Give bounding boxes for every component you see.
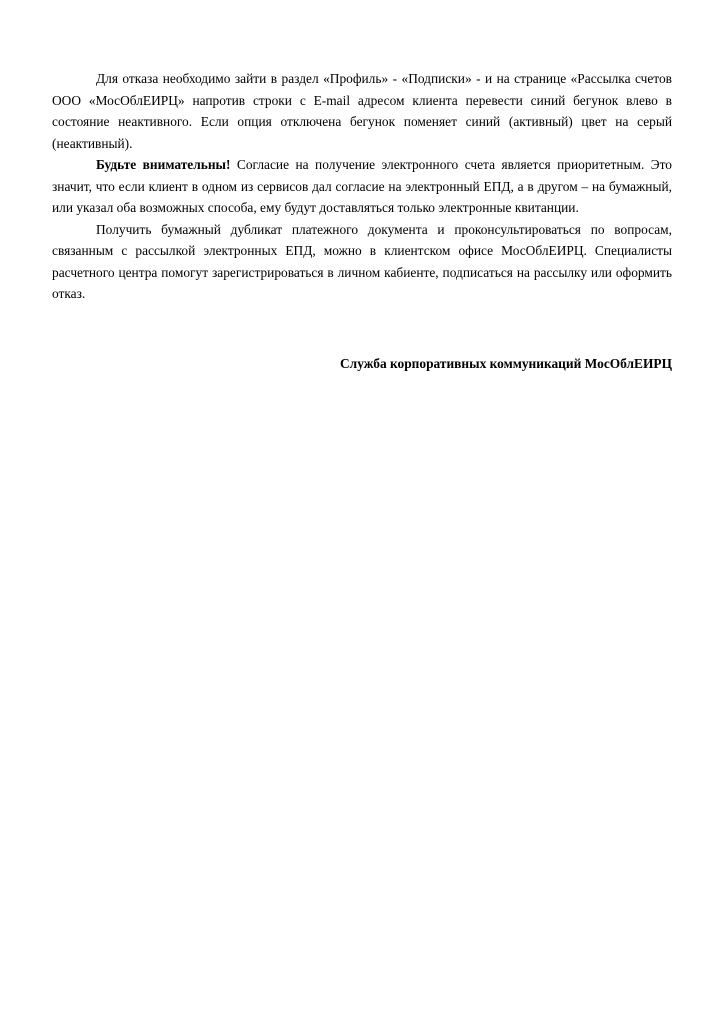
attention-text: Согласие на получение электронного счета является приоритетным. Это значит, что если клиент в одном из сервисов дал согласие на электронный ЕПД, а в другом – на бумажный, или указал оба возможных способа, ему будут доставляться только электронные квитанции. [52, 157, 672, 215]
document-page [52, 68, 672, 374]
attention-heading: Будьте внимательны! [96, 157, 231, 172]
paragraph-unsubscribe-instructions: Для отказа необходимо зайти в раздел «Профиль» - «Подписки» - и на странице «Рассылка счетов ООО «МосОблЕИРЦ» напротив строки с E-mail адресом клиента перевести синий бегунок влево в состояние неактивного. Если опция отключена бегунок поменяет синий (активный) цвет на серый (неактивный). [52, 71, 672, 151]
paragraph-paper-duplicate: Получить бумажный дубликат платежного документа и проконсультироваться по вопросам, связанным с рассылкой электронных ЕПД, можно в клиентском офисе МосОблЕИРЦ. Специалисты расчетного центра помогут зарегистрироваться в личном кабиенте, подписаться на рассылку или оформить отказ. [52, 221, 672, 301]
paragraph-attention [52, 154, 672, 219]
signature: Служба корпоративных коммуникаций МосОблЕИРЦ [340, 355, 672, 371]
